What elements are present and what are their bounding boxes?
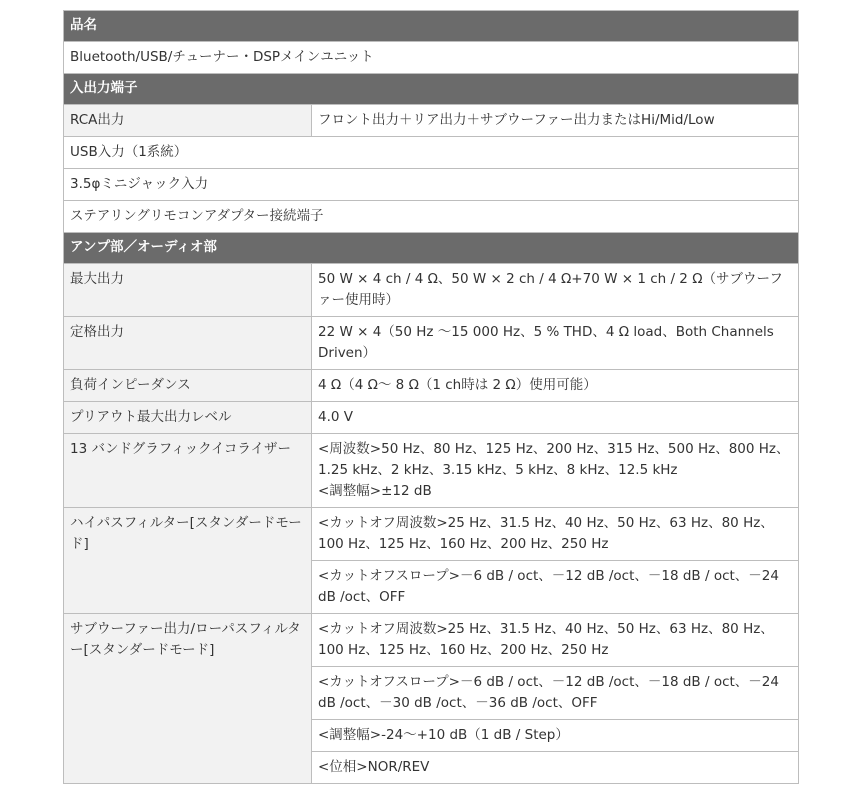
row-value: 4.0 V (312, 402, 799, 434)
table-row (64, 201, 799, 233)
row-label: 負荷インピーダンス (64, 370, 312, 402)
table-row (64, 434, 799, 508)
row-value: <位相>NOR/REV (312, 752, 799, 784)
row-value: フロント出力＋リア出力＋サブウーファー出力またはHi/Mid/Low (312, 105, 799, 137)
row-label: プリアウト最大出力レベル (64, 402, 312, 434)
section-header-product-name (64, 11, 799, 42)
table-row (64, 105, 799, 137)
spec-table (63, 10, 799, 784)
section-header-io-terminals (64, 74, 799, 105)
eq-range-text: <調整幅>±12 dB (318, 483, 432, 499)
section-title: 入出力端子 (64, 74, 799, 105)
table-row (64, 614, 799, 667)
row-value: <調整幅>-24～+10 dB（1 dB / Step） (312, 720, 799, 752)
section-title: アンプ部／オーディオ部 (64, 233, 799, 264)
row-value: 50 W × 4 ch / 4 Ω、50 W × 2 ch / 4 Ω+70 W × 1 ch / 2 Ω（サブウーファー使用時） (312, 264, 799, 317)
row-value: 22 W × 4（50 Hz ～15 000 Hz、5 % THD、4 Ω load、Both Channels Driven） (312, 317, 799, 370)
row-value: <カットオフ周波数>25 Hz、31.5 Hz、40 Hz、50 Hz、63 Hz、80 Hz、100 Hz、125 Hz、160 Hz、200 Hz、250 Hz (312, 614, 799, 667)
row-value: 4 Ω（4 Ω～ 8 Ω（1 ch時は 2 Ω）使用可能） (312, 370, 799, 402)
usb-input-text: USB入力（1系統） (64, 137, 799, 169)
table-row (64, 317, 799, 370)
row-label: RCA出力 (64, 105, 312, 137)
row-value (312, 434, 799, 508)
row-label: 定格出力 (64, 317, 312, 370)
row-label: 13 バンドグラフィックイコライザー (64, 434, 312, 508)
row-label: サブウーファー出力/ローパスフィルター[スタンダードモード] (64, 614, 312, 784)
section-title: 品名 (64, 11, 799, 42)
row-label: ハイパスフィルター[スタンダードモード] (64, 508, 312, 614)
product-name-value: Bluetooth/USB/チューナー・DSPメインユニット (64, 42, 799, 74)
table-row (64, 169, 799, 201)
table-row (64, 264, 799, 317)
steering-remote-text: ステアリングリモコンアダプター接続端子 (64, 201, 799, 233)
eq-frequency-text: <周波数>50 Hz、80 Hz、125 Hz、200 Hz、315 Hz、500 Hz、800 Hz、1.25 kHz、2 kHz、3.15 kHz、5 kHz、8 kHz、12.5 kHz (318, 441, 790, 478)
row-value: <カットオフ周波数>25 Hz、31.5 Hz、40 Hz、50 Hz、63 Hz、80 Hz、100 Hz、125 Hz、160 Hz、200 Hz、250 Hz (312, 508, 799, 561)
row-value: <カットオフスロープ>－6 dB / oct、－12 dB /oct、－18 dB / oct、－24 dB /oct、－30 dB /oct、－36 dB /oct、OFF (312, 667, 799, 720)
row-value: <カットオフスロープ>－6 dB / oct、－12 dB /oct、－18 dB / oct、－24 dB /oct、OFF (312, 561, 799, 614)
table-row (64, 402, 799, 434)
table-row (64, 508, 799, 561)
table-row (64, 137, 799, 169)
mini-jack-input-text: 3.5φミニジャック入力 (64, 169, 799, 201)
table-row (64, 42, 799, 74)
row-label: 最大出力 (64, 264, 312, 317)
section-header-amp-audio (64, 233, 799, 264)
table-row (64, 370, 799, 402)
